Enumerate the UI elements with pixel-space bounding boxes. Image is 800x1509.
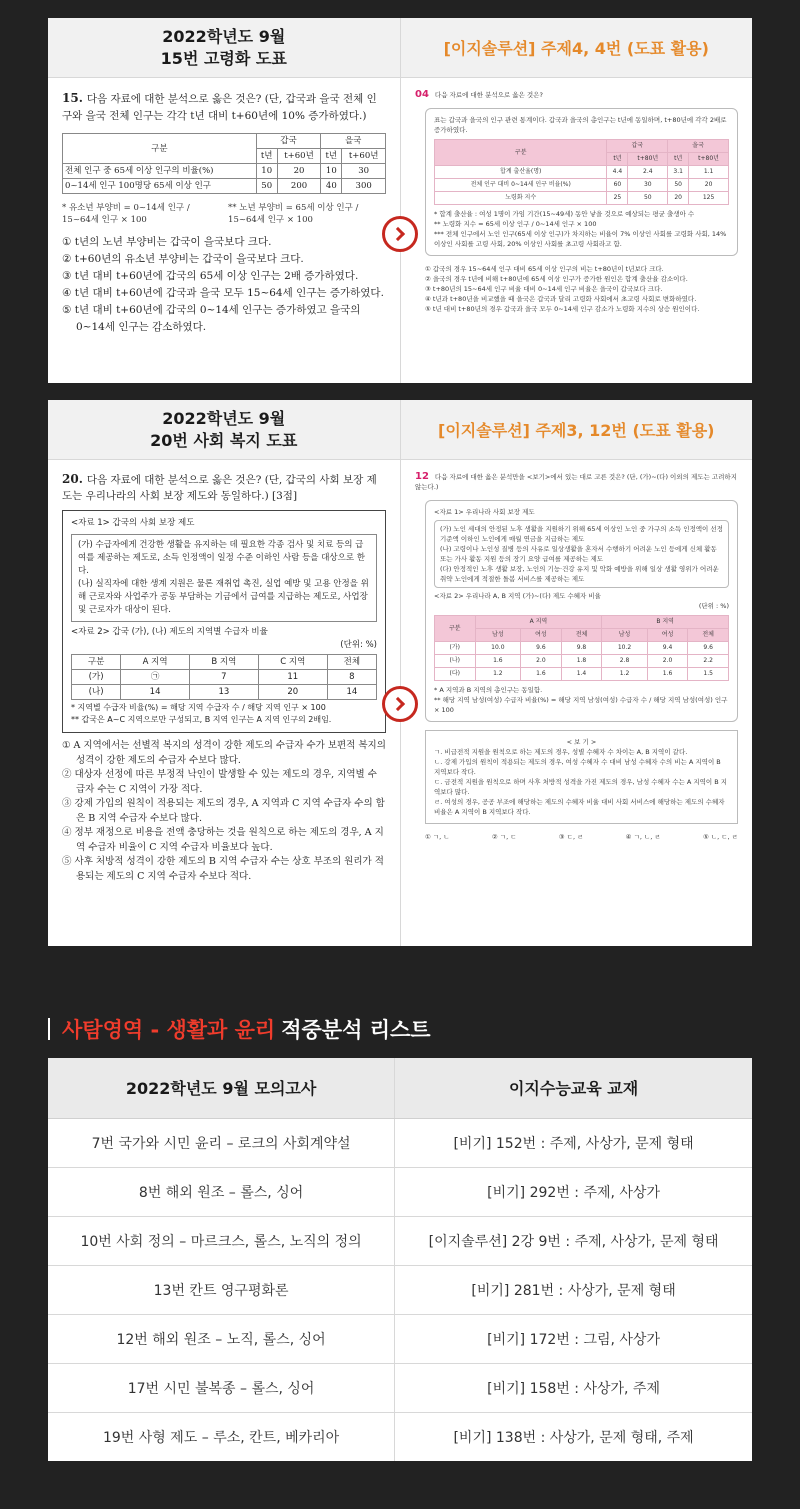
table-row: 12번 해외 원조 – 노직, 롤스, 싱어 [비기] 172번 : 그림, 사상가 (48, 1314, 752, 1363)
question-options: ① t년의 노년 부양비는 갑국이 을국보다 크다. ② t+60년의 유소년 부양비는 갑국이 을국보다 크다. ③ t년 대비 t+60년에 갑국의 65세 이상 인구는 2배 증가하였다. ④ t년 대비 t+60년에 갑국과 을국 모두 15~64세 인구는 증가하였다. ⑤ t년 대비 t+60년에 갑국의 0~14세 인구는 증가하였고 을국의 0~14세 인구는 감소하였다. (62, 236, 384, 333)
solution-bogi-box: < 보 기 > ㄱ. 비급전적 지원을 원칙으로 하는 제도의 경우, 성별 수혜자 수 차이는 A, B 지역이 같다. ㄴ. 강제 가입의 원칙이 적용되는 제도의 경우, 여성 수혜자 수 대비 남성 수혜자 수의 비는 A 지역이 B 지역보다 작다. ㄷ. 금전적 지원을 원칙으로 하며 사후 처방적 성격을 가진 제도의 경우, 남성 수혜자 수는 A 지역이 B 지역보다 많다. ㄹ. 여성의 경우, 공공 부조에 해당하는 제도의 수혜자 비율 대비 사회 서비스에 해당하는 제도의 수혜자 비율은 A 지역이 B 지역보다 작다. (425, 730, 738, 824)
comparison-block-2 (48, 400, 752, 946)
solution-table: 구분 A 지역 B 지역 남성 여성 전체 남성 여성 전체 (가) 10.0 9.6 9.8 10.2 9.4 9.6 (나) 1.6 2.0 1.8 2.8 2.0 2.2 (다) 1.2 1.6 1.4 1.2 1.6 1.5 (434, 615, 729, 681)
exam-header (48, 400, 400, 459)
heading-bar (48, 1018, 50, 1040)
solution-data-panel: <자료 1> 우리나라 사회 보장 제도 (가) 노인 세대의 안정된 노후 생활을 지원하기 위해 65세 이상인 노인 중 가구의 소득 인정액이 선정 기준액 이하인 노인에게 매월 연금을 지급하는 제도 (나) 고령이나 노인성 질병 등의 사유로 일상생활을 혼자서 수행하기 어려운 노인 등에게 신체 활동 또는 가사 활동 지원 등의 장기 요양 급여를 제공하는 제도 (다) 안정적인 노후 생활 보장, 노인의 기능·건강 유지 및 악화 예방을 위해 일상 생활 영위가 어려운 취약 노인에게 적절한 돌봄 서비스를 제공하는 제도 <자료 2> 우리나라 A, B 지역 (가)~(다) 제도 수혜자 비율 (단위 : %) 구분 A 지역 B 지역 남성 여성 전체 남성 여성 전체 (가) 10.0 9.6 9.8 10.2 9.4 9.6 (나) 1.6 2.0 1.8 2.8 2.0 2.2 (다) 1.2 1.6 1.4 1.2 1.6 1.5 * A 지역과 B 지역의 총인구는 동일함. ** 해당 지역 남성(여성) 수급자 비율(%) = 해당 지역 남성(여성) 수급자 수 / 해당 지역 남성(여성) 인구 × 100 (425, 500, 738, 722)
table-row: 7번 국가와 시민 윤리 – 로크의 사회계약설 [비기] 152번 : 주제, 사상가, 문제 형태 (48, 1118, 752, 1167)
comparison-block-1 (48, 18, 752, 383)
solution-stem: 04 다음 자료에 대한 분석으로 옳은 것은? (415, 89, 543, 100)
solution-options: ① 갑국의 경우 15~64세 인구 대비 65세 이상 인구의 비는 t+80년이 t년보다 크다. ② 을국의 경우 t년에 비해 t+80년에 65세 이상 인구가 증가한 원인은 합계 출산율 감소이다. ③ t+80년의 15~64세 인구 비율 대비 0~14세 인구 비율은 을국이 갑국보다 크다. ④ t년과 t+80년을 비교했을 때 을국은 갑국과 달리 고령화 사회에서 초고령 사회로 변화하였다. ⑤ t년 대비 t+80년의 경우 갑국과 을국 모두 0~14세 인구 감소가 노령화 지수의 상승 원인이다. (425, 265, 700, 313)
table-row: 8번 해외 원조 – 롤스, 싱어 [비기] 292번 : 주제, 사상가 (48, 1167, 752, 1216)
table-row: 13번 칸트 영구평화론 [비기] 281번 : 사상가, 문제 형태 (48, 1265, 752, 1314)
table-row: 10번 사회 정의 – 마르크스, 롤스, 노직의 정의 [이지솔루션] 2강 9번 : 주제, 사상가, 문제 형태 (48, 1216, 752, 1265)
exam-header-line1: 2022학년도 9월 (162, 408, 286, 428)
chevron-right-icon (382, 686, 418, 722)
solution-table: 구분 갑국 을국 t년 t+80년 t년 t+80년 합계 출산율(명) 4.4 2.4 3.1 1.1 전체 인구 대비 0~14세 인구 비율(%) 60 30 50 20 노령화 지수 25 50 20 125 (434, 139, 729, 205)
chevron-right-icon (382, 216, 418, 252)
question-formulas: * 유소년 부양비 = 0~14세 인구 / 15~64세 인구 × 100 ** 노년 부양비 = 65세 이상 인구 / 15~64세 인구 × 100 (62, 203, 359, 225)
exam-header-line2: 20번 사회 복지 도표 (150, 430, 298, 450)
solution-header-title: [이지솔루션] 주제4, 4번 (도표 활용) (443, 39, 709, 58)
column-header-exam: 2022학년도 9월 모의고사 (48, 1058, 395, 1118)
exam-question-20 (48, 460, 400, 946)
solution-header (400, 400, 753, 459)
table-row: 19번 사형 제도 – 루소, 칸트, 베카리아 [비기] 138번 : 사상가, 문제 형태, 주제 (48, 1412, 752, 1461)
solution-stem: 12 다음 자료에 대한 옳은 분석만을 <보기>에서 있는 대로 고른 것은? (단, (가)~(다) 이외의 제도는 고려하지 않는다.) (415, 471, 737, 491)
table-row: 17번 시민 불복종 – 롤스, 싱어 [비기] 158번 : 사상가, 주제 (48, 1363, 752, 1412)
question-data-box: <자료 1> 갑국의 사회 보장 제도 (가) 수급자에게 건강한 생활을 유지하는 데 필요한 각종 검사 및 치료 등의 급여를 제공하는 제도로, 소득 인정액이 일정 수준 이하인 사람 등을 대상으로 한다. (나) 실직자에 대한 생계 지원은 물론 재취업 촉진, 실업 예방 및 고용 안정을 위해 근로자와 사업주가 공동 부담하는 기금에서 급여를 지급하는 제도로, 사업장 및 근로자가 대상이 된다. <자료 2> 갑국 (가), (나) 제도의 지역별 수급자 비율 (단위: %) 구분 A 지역 B 지역 C 지역 전체 (가) ㉠ 7 11 8 (나) 14 13 20 14 * 지역별 수급자 비율(%) = 해당 지역 수급자 수 / 해당 지역 인구 × 100 ** 갑국은 A~C 지역으로만 구성되고, B 지역 인구는 A 지역 인구의 2배임. (62, 510, 386, 733)
question-table: 구분 A 지역 B 지역 C 지역 전체 (가) ㉠ 7 11 8 (나) 14 13 20 14 (71, 654, 377, 700)
solution-question-12 (400, 460, 752, 946)
section-heading (48, 1016, 431, 1042)
column-header-textbook: 이지수능교육 교재 (395, 1058, 752, 1118)
question-options: ① A 지역에서는 선별적 복지의 성격이 강한 제도의 수급자 수가 보편적 복지의 성격이 강한 제도의 수급자 수보다 많다. ② 대상자 선정에 따른 부정적 낙인이 발생할 수 있는 제도의 경우, 지역별 수급자 수는 C 지역이 가장 적다. ③ 강제 가입의 원칙이 적용되는 제도의 경우, A 지역과 C 지역 수급자 수의 합은 B 지역 수급자 수보다 많다. ④ 정부 재정으로 비용을 전액 충당하는 것을 원칙으로 하는 제도의 경우, A 지역 수급자 비율이 C 지역 수급자 비율보다 높다. ⑤ 사후 처방적 성격이 강한 제도의 B 지역 수급자 수는 상호 부조의 원리가 적용되는 제도의 C 지역 수급자 수보다 적다. (62, 740, 386, 882)
solution-data-panel: 표는 갑국과 을국의 인구 관련 통계이다. 갑국과 을국의 총인구는 t년에 동일하며, t+80년에 각각 2배로 증가하였다. 구분 갑국 을국 t년 t+80년 t년 t+80년 합계 출산율(명) 4.4 2.4 3.1 1.1 전체 인구 대비 0~14세 인구 비율(%) 60 30 50 20 노령화 지수 25 50 20 125 * 합계 출산율 : 여성 1명이 가임 기간(15~49세) 동안 낳을 것으로 예상되는 평균 출생아 수 ** 노령화 지수 = 65세 이상 인구 / 0~14세 인구 × 100 *** 전체 인구에서 노인 인구(65세 이상 인구)가 차지하는 비율이 7% 이상인 사회를 고령화 사회, 14% 이상인 사회를 고령 사회, 20% 이상인 사회를 초고령 사회라고 함. (425, 108, 738, 256)
solution-header-title: [이지솔루션] 주제3, 12번 (도표 활용) (438, 421, 715, 440)
exam-header-line2: 15번 고령화 도표 (160, 48, 287, 68)
question-stem: 20. 다음 자료에 대한 분석으로 옳은 것은? (단, 갑국의 사회 보장 제도는 우리나라의 사회 보장 제도와 동일하다.) [3점] (62, 472, 377, 502)
comparison-header (48, 400, 752, 460)
solution-question-04 (400, 78, 752, 383)
question-stem: 15. 다음 자료에 대한 분석으로 옳은 것은? (단, 갑국과 을국 전체 인구와 을국 전체 인구는 각각 t년 대비 t+60년에 10% 증가하였다.) (62, 91, 377, 122)
comparison-header (48, 18, 752, 78)
exam-header-line1: 2022학년도 9월 (162, 26, 286, 46)
question-table: 구분 갑국 을국 t년 t+60년 t년 t+60년 전체 인구 중 65세 이상 인구의 비율(%) 10 20 10 30 0~14세 인구 100명당 65세 이상 인구 50 200 40 300 (62, 133, 386, 194)
exam-header (48, 18, 400, 77)
solution-answers: ① ㄱ, ㄴ ② ㄱ, ㄷ ③ ㄷ, ㄹ ④ ㄱ, ㄴ, ㄹ ⑤ ㄴ, ㄷ, ㄹ (425, 833, 738, 841)
heading-label: 적중분석 리스트 (281, 1018, 431, 1042)
hit-analysis-table (48, 1058, 752, 1461)
exam-question-15 (48, 78, 400, 383)
solution-header (400, 18, 753, 77)
heading-subject: 사탐영역 - 생활과 윤리 (62, 1018, 276, 1042)
